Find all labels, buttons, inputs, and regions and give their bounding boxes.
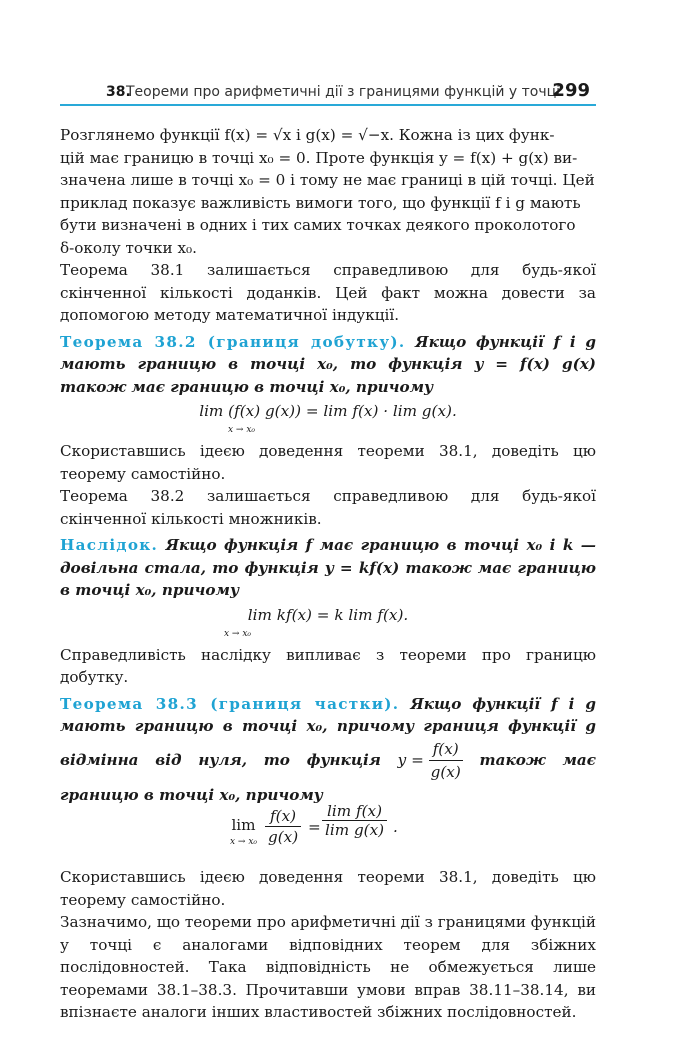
paragraph-4: Теорема 38.2 залишається справедливою для будь-якої скінченної кількості множників. — [60, 487, 596, 528]
inline-numerator: f(x) — [429, 738, 463, 762]
paragraph-1 — [60, 124, 596, 259]
formula-corollary-text: lim kf(x) = k lim f(x). — [247, 605, 409, 624]
paragraph-2: Теорема 38.1 залишається справедливою для будь-якої скінченної кількості доданків. Цей факт можна довести за допомогою методу математичної індукції. — [60, 261, 596, 324]
inline-denominator: g(x) — [430, 763, 461, 781]
quotient-left-fraction — [265, 806, 301, 847]
theorem-38-3-heading: Теорема 38.3 (границя частки). — [60, 694, 400, 713]
theorem-38-2-body: Якщо функції f і g мають границю в точці x₀, то функція y = f(x) g(x) також має границю в точці x₀, причому — [60, 332, 597, 396]
corollary — [60, 534, 596, 602]
p1-line-3: значена лише в точці x₀ = 0 і тому не має границі в цій точці. Цей — [60, 171, 595, 189]
quotient-equals: = — [308, 818, 321, 836]
p1-line-1: Розглянемо функції f(x) = √x і g(x) = √−x. Кожна із цих функ- — [60, 126, 555, 144]
quotient-lim-sub: x → x₀ — [230, 836, 258, 847]
theorem-38-2 — [60, 331, 596, 399]
formula-corollary — [60, 604, 596, 639]
quotient-left-num: f(x) — [265, 806, 301, 827]
p1-line-6: δ-околу точки x₀. — [60, 238, 197, 257]
formula-quotient-limit: lim x → x₀ $\frac{f(x)}{g(x)}$ = $\frac{\text{lim f(x)}}{\text{lim g(x)}}$ . — [230, 802, 398, 847]
section-title: Теореми про арифметичні дії з границями функцій у точці — [126, 84, 561, 100]
theorem-38-2-heading: Теорема 38.2 (границя добутку). — [60, 332, 406, 351]
quotient-right-num: lim f(x) — [322, 802, 387, 821]
header-rule — [60, 104, 596, 106]
theorem-38-3-body-b: також має границю в точці x₀, причому — [60, 750, 596, 804]
quotient-lim-word: lim — [231, 816, 256, 834]
page-header — [106, 80, 596, 104]
formula-product-limit — [60, 400, 596, 435]
inline-y-eq: y = — [397, 750, 424, 769]
paragraph-3: Скориставшись ідеєю доведення теореми 38.1, доведіть цю теорему самостійно. — [60, 442, 596, 483]
paragraph-7: Зазначимо, що теореми про арифметичні дії з границями функцій у точці є аналогами відповідних теорем для збіжних послідовностей. Така відповідність не обмежується лише теоремами 38.1–38.3. Прочитавши умови вправ 38.11–38.14, ви впізнаєте аналоги інших властивостей збіжних послідовностей. — [60, 913, 596, 1021]
p1-line-2: цій має границю в точці x₀ = 0. Проте функція y = f(x) + g(x) ви- — [60, 148, 578, 167]
paragraph-5: Справедливість наслідку випливає з теореми про границю добутку. — [60, 645, 596, 686]
p1-line-5: бути визначені в одних і тих самих точках деякого проколотого — [60, 216, 576, 234]
theorem-38-3 — [60, 693, 596, 807]
p1-line-4: приклад показує важливість вимоги того, що функції f і g мають — [60, 193, 581, 212]
quotient-right-den: lim g(x) — [325, 821, 385, 839]
theorem-38-3-body-a: Якщо функції f і g мають границю в точці x₀, причому границя функції g відмінна від нуля, то функція — [60, 694, 596, 769]
quotient-right-fraction — [322, 802, 387, 839]
formula-product-sub: x → x₀ — [228, 425, 256, 435]
inline-fraction — [398, 738, 463, 784]
quotient-lim-left — [230, 814, 257, 847]
section-number: 38. — [106, 84, 131, 100]
corollary-heading: Наслідок. — [60, 536, 159, 554]
page-body — [60, 124, 596, 1024]
formula-product-text: lim (f(x) g(x)) = lim f(x) · lim g(x). — [199, 402, 457, 420]
page-number: 299 — [552, 80, 590, 101]
formula-corollary-sub: x → x₀ — [224, 628, 252, 639]
paragraph-6: Скориставшись ідеєю доведення теореми 38.1, доведіть цю теорему самостійно. — [60, 868, 596, 909]
corollary-body: Якщо функція f має границю в точці x₀ і k — довільна стала, то функція y = kf(x) також має границю в точці x₀, причому — [60, 536, 596, 599]
quotient-left-den: g(x) — [268, 828, 299, 846]
